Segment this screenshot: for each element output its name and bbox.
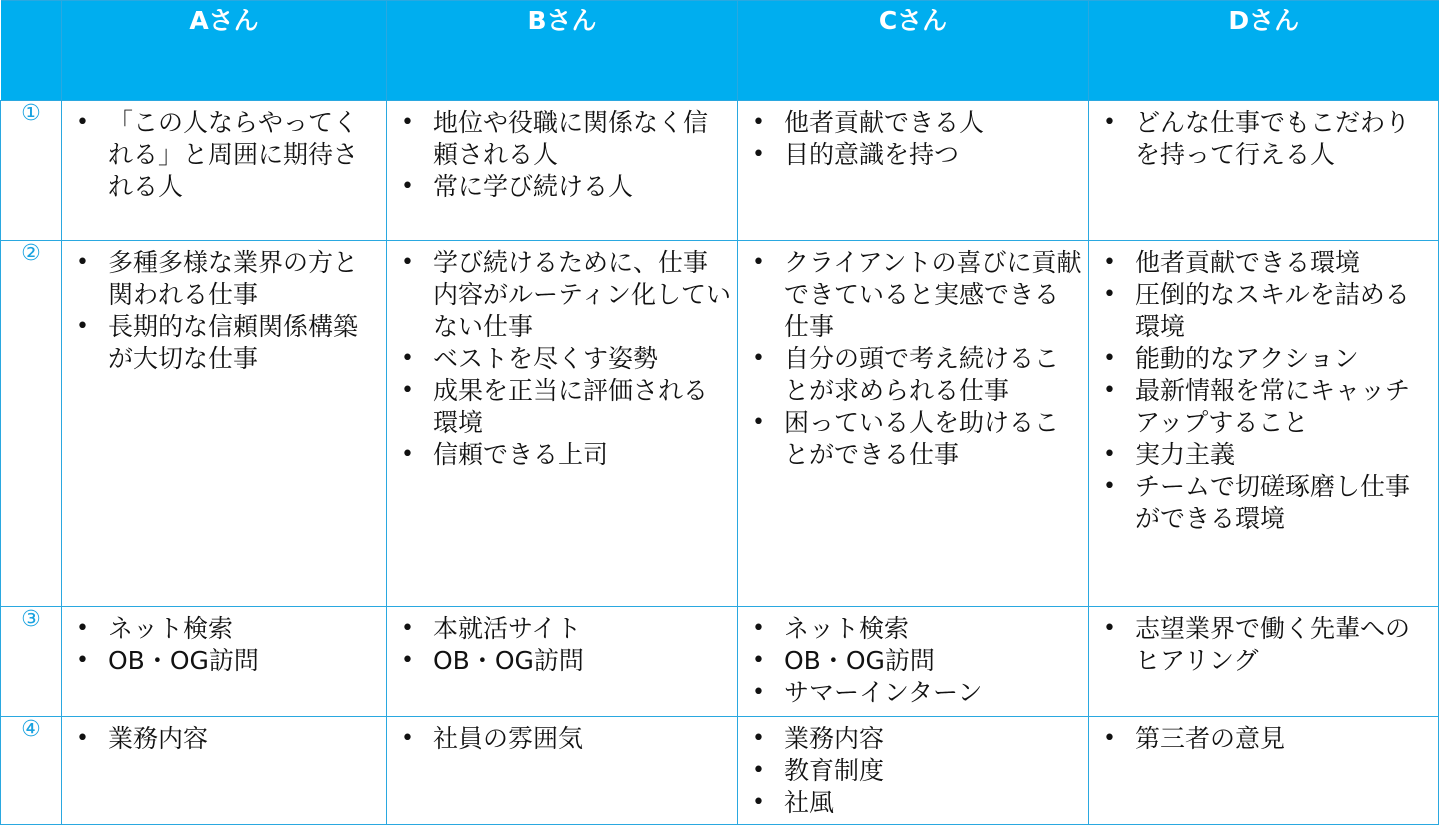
list-item: • 常に学び続ける人 bbox=[393, 171, 731, 203]
table-row bbox=[1, 717, 1439, 825]
row-number: ④ bbox=[1, 717, 62, 825]
table-cell bbox=[1089, 241, 1439, 607]
list-item: • 圧倒的なスキルを詰める環境 bbox=[1095, 279, 1432, 343]
table-cell bbox=[387, 101, 738, 241]
list-item: • 他者貢献できる人 bbox=[744, 107, 1082, 139]
list-item: • 実力主義 bbox=[1095, 439, 1432, 471]
list-item: • ネット検索 bbox=[744, 613, 1082, 645]
table-cell bbox=[1089, 607, 1439, 717]
bullet-list bbox=[68, 247, 380, 375]
table-cell bbox=[62, 717, 387, 825]
table-row bbox=[1, 101, 1439, 241]
list-item: • ベストを尽くす姿勢 bbox=[393, 343, 731, 375]
list-item: • 社員の雰囲気 bbox=[393, 723, 731, 755]
list-item: • 社風 bbox=[744, 787, 1082, 819]
bullet-list bbox=[744, 107, 1082, 171]
row-number: ③ bbox=[1, 607, 62, 717]
bullet-list bbox=[1095, 613, 1432, 677]
table-cell bbox=[62, 241, 387, 607]
header-row bbox=[1, 1, 1439, 101]
table-cell bbox=[62, 607, 387, 717]
table-cell bbox=[1089, 717, 1439, 825]
table-cell bbox=[738, 607, 1089, 717]
table-cell bbox=[738, 717, 1089, 825]
table-cell bbox=[387, 241, 738, 607]
list-item: • クライアントの喜びに貢献できていると実感できる仕事 bbox=[744, 247, 1082, 343]
bullet-list bbox=[1095, 247, 1432, 535]
bullet-list bbox=[1095, 107, 1432, 171]
list-item: • 信頼できる上司 bbox=[393, 439, 731, 471]
list-item: • 業務内容 bbox=[744, 723, 1082, 755]
list-item: • 「この人ならやってくれる」と周囲に期待される人 bbox=[68, 107, 380, 203]
row-number: ② bbox=[1, 241, 62, 607]
row-number: ① bbox=[1, 101, 62, 241]
bullet-list bbox=[68, 723, 380, 755]
list-item: • 業務内容 bbox=[68, 723, 380, 755]
list-item: • 地位や役職に関係なく信頼される人 bbox=[393, 107, 731, 171]
list-item: • 学び続けるために、仕事内容がルーティン化していない仕事 bbox=[393, 247, 731, 343]
bullet-list bbox=[68, 613, 380, 677]
list-item: • OB・OG訪問 bbox=[393, 645, 731, 677]
table-cell bbox=[62, 101, 387, 241]
bullet-list bbox=[744, 613, 1082, 709]
list-item: • 教育制度 bbox=[744, 755, 1082, 787]
bullet-list bbox=[1095, 723, 1432, 755]
list-item: • OB・OG訪問 bbox=[744, 645, 1082, 677]
header-col-a: Aさん bbox=[62, 1, 387, 101]
header-col-d: Dさん bbox=[1089, 1, 1439, 101]
bullet-list bbox=[393, 723, 731, 755]
list-item: • 本就活サイト bbox=[393, 613, 731, 645]
bullet-list bbox=[393, 247, 731, 471]
bullet-list bbox=[744, 723, 1082, 819]
table-row bbox=[1, 241, 1439, 607]
list-item: • 長期的な信頼関係構築が大切な仕事 bbox=[68, 311, 380, 375]
list-item: • サマーインターン bbox=[744, 677, 1082, 709]
list-item: • 自分の頭で考え続けることが求められる仕事 bbox=[744, 343, 1082, 407]
list-item: • 第三者の意見 bbox=[1095, 723, 1432, 755]
header-col-c: Cさん bbox=[738, 1, 1089, 101]
list-item: • 能動的なアクション bbox=[1095, 343, 1432, 375]
bullet-list bbox=[68, 107, 380, 203]
bullet-list bbox=[393, 107, 731, 203]
bullet-list bbox=[744, 247, 1082, 471]
list-item: • ネット検索 bbox=[68, 613, 380, 645]
list-item: • 目的意識を持つ bbox=[744, 139, 1082, 171]
list-item: • 最新情報を常にキャッチアップすること bbox=[1095, 375, 1432, 439]
list-item: • 多種多様な業界の方と関われる仕事 bbox=[68, 247, 380, 311]
list-item: • 成果を正当に評価される環境 bbox=[393, 375, 731, 439]
list-item: • どんな仕事でもこだわりを持って行える人 bbox=[1095, 107, 1432, 171]
table-row bbox=[1, 607, 1439, 717]
header-col-b: Bさん bbox=[387, 1, 738, 101]
table-cell bbox=[738, 241, 1089, 607]
table-cell bbox=[387, 607, 738, 717]
bullet-list bbox=[393, 613, 731, 677]
list-item: • 志望業界で働く先輩へのヒアリング bbox=[1095, 613, 1432, 677]
list-item: • OB・OG訪問 bbox=[68, 645, 380, 677]
list-item: • チームで切磋琢磨し仕事ができる環境 bbox=[1095, 471, 1432, 535]
table-cell bbox=[1089, 101, 1439, 241]
list-item: • 他者貢献できる環境 bbox=[1095, 247, 1432, 279]
header-corner bbox=[1, 1, 62, 101]
table-cell bbox=[738, 101, 1089, 241]
table-cell bbox=[387, 717, 738, 825]
list-item: • 困っている人を助けることができる仕事 bbox=[744, 407, 1082, 471]
